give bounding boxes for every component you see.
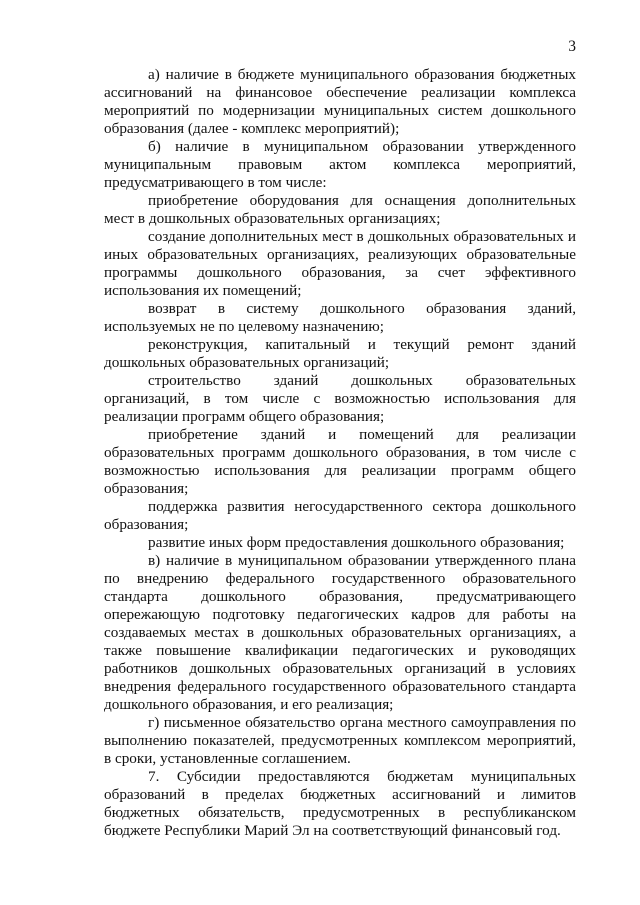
item-other-forms: развитие иных форм предоставления дошкольного образования; bbox=[148, 534, 565, 551]
document-body bbox=[104, 66, 576, 840]
item-non-state-sector: поддержка развития негосударственного сектора дошкольного образования; bbox=[104, 498, 576, 533]
item-acquisition-premises: приобретение зданий и помещений для реализации образовательных программ дошкольного образования, в том числе с возможностью использования для реализации программ общего образования; bbox=[104, 426, 576, 497]
paragraph-b-approved-measures: б) наличие в муниципальном образовании утвержденного муниципальным правовым актом комплекса мероприятий, предусматривающего в том числе: bbox=[104, 138, 576, 191]
item-equipment-purchase: приобретение оборудования для оснащения дополнительных мест в дошкольных образовательных организациях; bbox=[104, 192, 576, 227]
paragraph-g-written-obligation: г) письменное обязательство органа местного самоуправления по выполнению показателей, предусмотренных комплексом мероприятий, в сроки, установленные соглашением. bbox=[104, 714, 576, 767]
item-reconstruction-repair: реконструкция, капитальный и текущий ремонт зданий дошкольных образовательных организаций; bbox=[104, 336, 576, 371]
clause-7-subsidies: 7. Субсидии предоставляются бюджетам муниципальных образований в пределах бюджетных ассигнований и лимитов бюджетных обязательств, предусмотренных в республиканском бюджете Республики Марий Эл на соответствующий финансовый год. bbox=[104, 768, 576, 839]
item-additional-places: создание дополнительных мест в дошкольных образовательных и иных образовательных организациях, реализующих образовательные программы дошкольного образования, за счет эффективного использования их помещений; bbox=[104, 228, 576, 299]
paragraph-v-implementation-plan: в) наличие в муниципальном образовании утвержденного плана по внедрению федерального государственного образовательного стандарта дошкольного образования, предусматривающего опережающую подготовку педагогических кадров для работы на создаваемых местах в дошкольных образовательных организациях, а также повышение квалификации педагогических и руководящих работников дошкольных образовательных организаций в условиях внедрения федерального государственного образовательного стандарта дошкольного образования, и его реализация; bbox=[104, 552, 576, 713]
item-construction: строительство зданий дошкольных образовательных организаций, в том числе с возможностью использования для реализации программ общего образования; bbox=[104, 372, 576, 425]
paragraph-a-budget-allocations: а) наличие в бюджете муниципального образования бюджетных ассигнований на финансовое обеспечение реализации комплекса мероприятий по модернизации муниципальных систем дошкольного образования (далее - комплекс мероприятий); bbox=[104, 66, 576, 137]
page-number: 3 bbox=[568, 38, 576, 55]
item-return-buildings: возврат в систему дошкольного образования зданий, используемых не по целевому назначению; bbox=[104, 300, 576, 335]
